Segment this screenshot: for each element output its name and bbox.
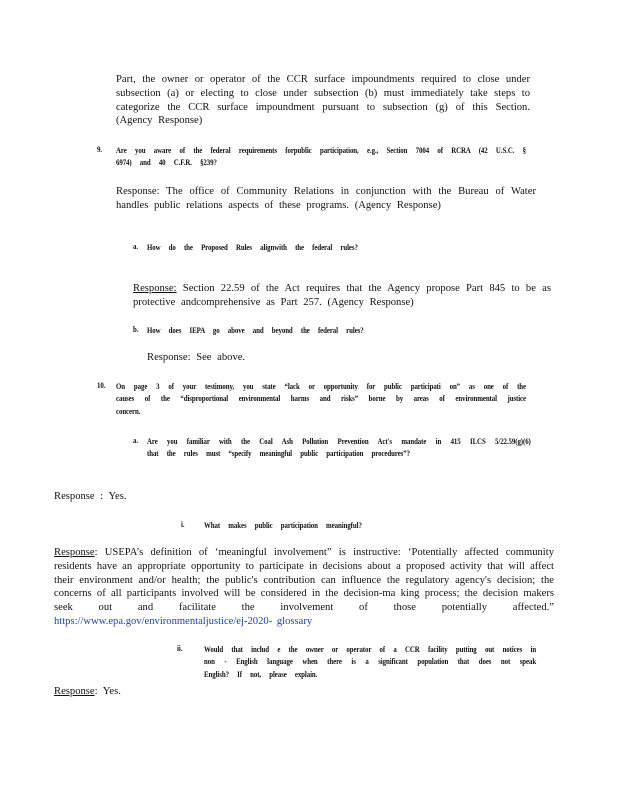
question-9-response: Response: The office of Community Relations in conjunction with the Bureau of Water handles public relations aspects of these programs. (Agency Response) — [116, 186, 536, 211]
response-text: : Yes. — [94, 686, 121, 697]
question-9a-label: a. — [133, 242, 139, 251]
question-10ii-label: ii. — [177, 644, 183, 653]
question-9a-text: How do the Proposed Rules alignwith the federal rules? — [147, 243, 358, 252]
question-9a-response — [133, 282, 551, 310]
question-9b-text: How does IEPA go above and beyond the federal rules? — [147, 326, 364, 335]
response-label: Response — [54, 547, 95, 558]
response-label: Response: — [133, 283, 177, 294]
question-9-text: Are you aware of the federal requirements forpublic participation, e.g., Section 7004 of RCRA (42 U.S.C. § 6974) and 40 C.F.R. §239? — [116, 146, 526, 168]
question-10ii-response — [54, 685, 254, 699]
question-10-text: On page 3 of your testimony, you state “lack or opportunity for public participati on” as one of the causes of the “disproportional environmental harms and risks” borne by areas of environmental justice concern. — [116, 382, 526, 416]
question-9-number: 9. — [97, 145, 103, 154]
question-10i-label: i. — [181, 520, 185, 529]
question-10i-text: What makes public participation meaningful? — [204, 521, 362, 530]
response-label: Response — [54, 686, 95, 697]
response-text: Section 22.59 of the Act requires that the Agency propose Part 845 to be as protective andcomprehensive as Part 257. (Agency Response) — [133, 283, 551, 308]
question-10a-text: Are you familiar with the Coal Ash Pollution Prevention Act's mandate in 415 ILCS 5/22.59(g)(6) that the rules must “specify meaningful public participation procedures”? — [147, 437, 531, 459]
question-10a-response: Response : Yes. — [54, 491, 127, 502]
response-text: : USEPA’s definition of ‘meaningful involvement” is instructive: ‘Potentially affected community residents have an appropriate opportunity to participate in decisions about a proposed activity that will affect their environment and/or health; the public's contribution can influence the regulatory agency's decision; the concerns of all participants involved will be considered in the decision-ma king process; the decision makers seek out and facilitate the involvement of those potentially affected.” — [54, 547, 554, 614]
intro-paragraph: Part, the owner or operator of the CCR surface impoundments required to close under subsection (a) or electing to close under subsection (b) must immediately take steps to categorize the CCR surface impoundment pursuant to subsection (g) of this Section. (Agency Response) — [116, 74, 530, 127]
glossary-link[interactable]: https://www.epa.gov/environmentaljustice/ej-2020- glossary — [54, 615, 313, 627]
question-10a-label: a. — [133, 436, 139, 445]
question-10-number: 10. — [97, 381, 106, 390]
question-10i-response — [54, 546, 554, 629]
question-9b-label: b. — [133, 325, 139, 334]
question-10ii-text: Would that includ e the owner or operator of a CCR facility putting out notices in non - English language when there is a significant population that does not speak English? If not, please explain. — [204, 645, 537, 679]
question-9b-response: Response: See above. — [147, 352, 246, 363]
